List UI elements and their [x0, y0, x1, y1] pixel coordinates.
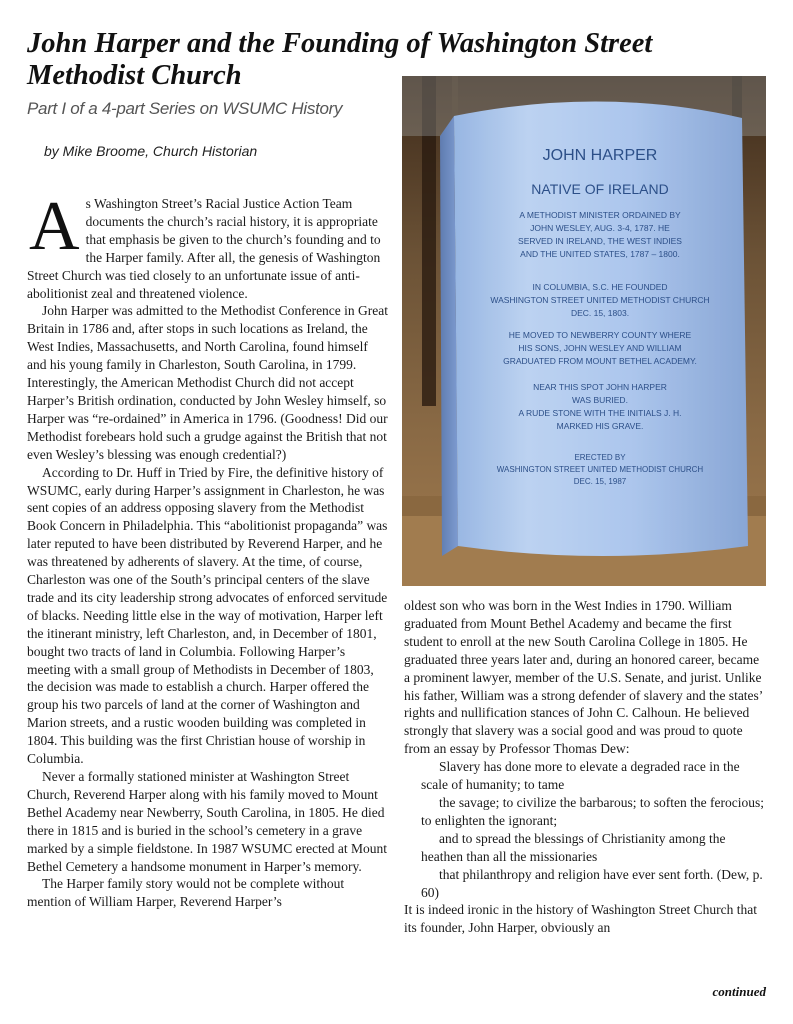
continued-label: continued [712, 984, 766, 999]
gravestone-image [402, 76, 766, 586]
block-quote [404, 758, 767, 901]
intro-text: s Washington Street’s Racial Justice Action Team documents the church’s racial history, it is appropriate that emphasis be given to the church’s founding and to the Harper family. After all, the genesis of Washington Street Church was tied closely to an unfortunate issue of anti-abolitionist zeal and threatened violence. [27, 196, 381, 301]
left-column [27, 195, 389, 995]
svg-text:HIS SONS, JOHN WESLEY AND WILL: HIS SONS, JOHN WESLEY AND WILLIAM [518, 343, 682, 353]
svg-text:MARKED HIS GRAVE.: MARKED HIS GRAVE. [556, 421, 644, 431]
body-paragraph: oldest son who was born in the West Indies in 1790. William graduated from Mount Bethel Academy and became the first student to enroll at the new South Carolina College in 1805. He graduated three years later and, during an honored career, became a prominent lawyer, member of the U.S. Senate, and jurist. Unlike his father, William was a strong defender of slavery and the states’ rights and nullification stances of John C. Calhoun. He believed strongly that slavery was a social good and was proud to quote from an essay by Professor Thomas Dew: [404, 598, 763, 757]
svg-text:HE MOVED TO NEWBERRY COUNTY WH: HE MOVED TO NEWBERRY COUNTY WHERE [508, 330, 692, 340]
monument-native: NATIVE OF IRELAND [531, 181, 669, 197]
svg-text:A RUDE STONE WITH THE INITIALS: A RUDE STONE WITH THE INITIALS J. H. [518, 408, 682, 418]
svg-text:DEC. 15, 1803.: DEC. 15, 1803. [570, 308, 630, 318]
svg-text:IN COLUMBIA, S.C. HE FOUNDED: IN COLUMBIA, S.C. HE FOUNDED [532, 282, 668, 292]
inscription-block [503, 330, 697, 366]
article-subtitle: Part I of a 4-part Series on WSUMC History [27, 99, 343, 118]
svg-text:A METHODIST MINISTER ORDAINED: A METHODIST MINISTER ORDAINED BY [519, 210, 681, 220]
article-title: John Harper and the Founding of Washington Street Methodist Church [27, 28, 653, 91]
quote-line: that philanthropy and religion have ever sent forth. (Dew, p. 60) [421, 866, 763, 900]
quote-line: Slavery has done more to elevate a degraded race in the scale of humanity; to tame [421, 759, 740, 793]
svg-text:SERVED IN IRELAND, THE WEST IN: SERVED IN IRELAND, THE WEST INDIES [518, 236, 682, 246]
byline: by Mike Broome, Church Historian [44, 143, 258, 159]
body-paragraph: The Harper family story would not be complete without mention of William Harper, Reverend Harper’s [27, 876, 345, 910]
intro-paragraph [27, 195, 389, 302]
body-paragraph: According to Dr. Huff in Tried by Fire, the definitive history of WSUMC, early during Harper’s assignment in Charleston, he was sent copies of an address opposing slavery from the Methodist Book Concern in Philadelphia. This “abolitionist propaganda” was later reputed to have been distributed by Reverend Harper, and he was threatened by adherents of slavery. At the time, of course, Charleston was one of the South’s principal centers of the slave trade and its city leadership strong advocates of enforced servitude of blacks. Needing little else in the way of motivation, Harper left the itinerant ministry, left Charleston, and, in December of 1801, bought two tracts of land in Columbia. Following Harper’s meeting with a small group of Methodists in December of 1803, the decision was made to establish a church. Harper offered the group his two parcels of land at the corner of Washington and Marion streets, and a rustic wooden building was completed in 1804. This building was the first Christian house of worship in Columbia. [27, 464, 388, 767]
quote-line: and to spread the blessings of Christianity among the heathen than all the missionaries [421, 830, 726, 864]
svg-text:WASHINGTON STREET UNITED METHO: WASHINGTON STREET UNITED METHODIST CHURCH [490, 295, 710, 305]
quote-line: the savage; to civilize the barbarous; to soften the ferocious; to enlighten the ignorant; [421, 794, 765, 828]
monument-photo [402, 76, 766, 586]
drop-cap: A [29, 195, 80, 265]
svg-text:DEC. 15, 1987: DEC. 15, 1987 [573, 477, 627, 486]
svg-text:GRADUATED FROM MOUNT BETHEL AC: GRADUATED FROM MOUNT BETHEL ACADEMY. [503, 356, 697, 366]
svg-text:NEAR THIS SPOT JOHN HARPER: NEAR THIS SPOT JOHN HARPER [533, 382, 667, 392]
svg-text:WAS BURIED.: WAS BURIED. [572, 395, 628, 405]
svg-text:ERECTED BY: ERECTED BY [574, 453, 626, 462]
svg-text:AND THE UNITED STATES, 1787 –: AND THE UNITED STATES, 1787 – 1800. [520, 249, 680, 259]
svg-text:WASHINGTON STREET UNITED METHO: WASHINGTON STREET UNITED METHODIST CHURCH [496, 465, 704, 474]
body-paragraph: It is indeed ironic in the history of Washington Street Church that its founder, John Harper, obviously an [404, 902, 757, 936]
monument-name: JOHN HARPER [542, 147, 658, 164]
body-paragraph: Never a formally stationed minister at Washington Street Church, Reverend Harper along with his family moved to Mount Bethel Academy near Newberry, South Carolina, in 1805. He died there in 1815 and is buried in the school’s cemetery in a grave marked by a simple fieldstone. In 1987 WSUMC erected at Mount Bethel Cemetery a handsome monument in Harper’s memory. [27, 769, 388, 874]
right-column [404, 597, 767, 957]
svg-text:JOHN WESLEY, AUG. 3-4, 1787. H: JOHN WESLEY, AUG. 3-4, 1787. HE [530, 223, 670, 233]
body-paragraph: John Harper was admitted to the Methodist Conference in Great Britain in 1786 and, after stops in such locations as Ireland, the West Indies, Massachusetts, and North Carolina, found himself and his young family in Charleston, South Carolina, in 1799. Interestingly, the American Methodist Church did not accept Harper’s British ordination, conducted by John Wesley himself, so Harper was “re-ordained” in America in 1796. (Goodness! Did our Methodist forebears hold such a grudge against the British that not even Wesley’s blessing was enough credential?) [27, 303, 389, 462]
